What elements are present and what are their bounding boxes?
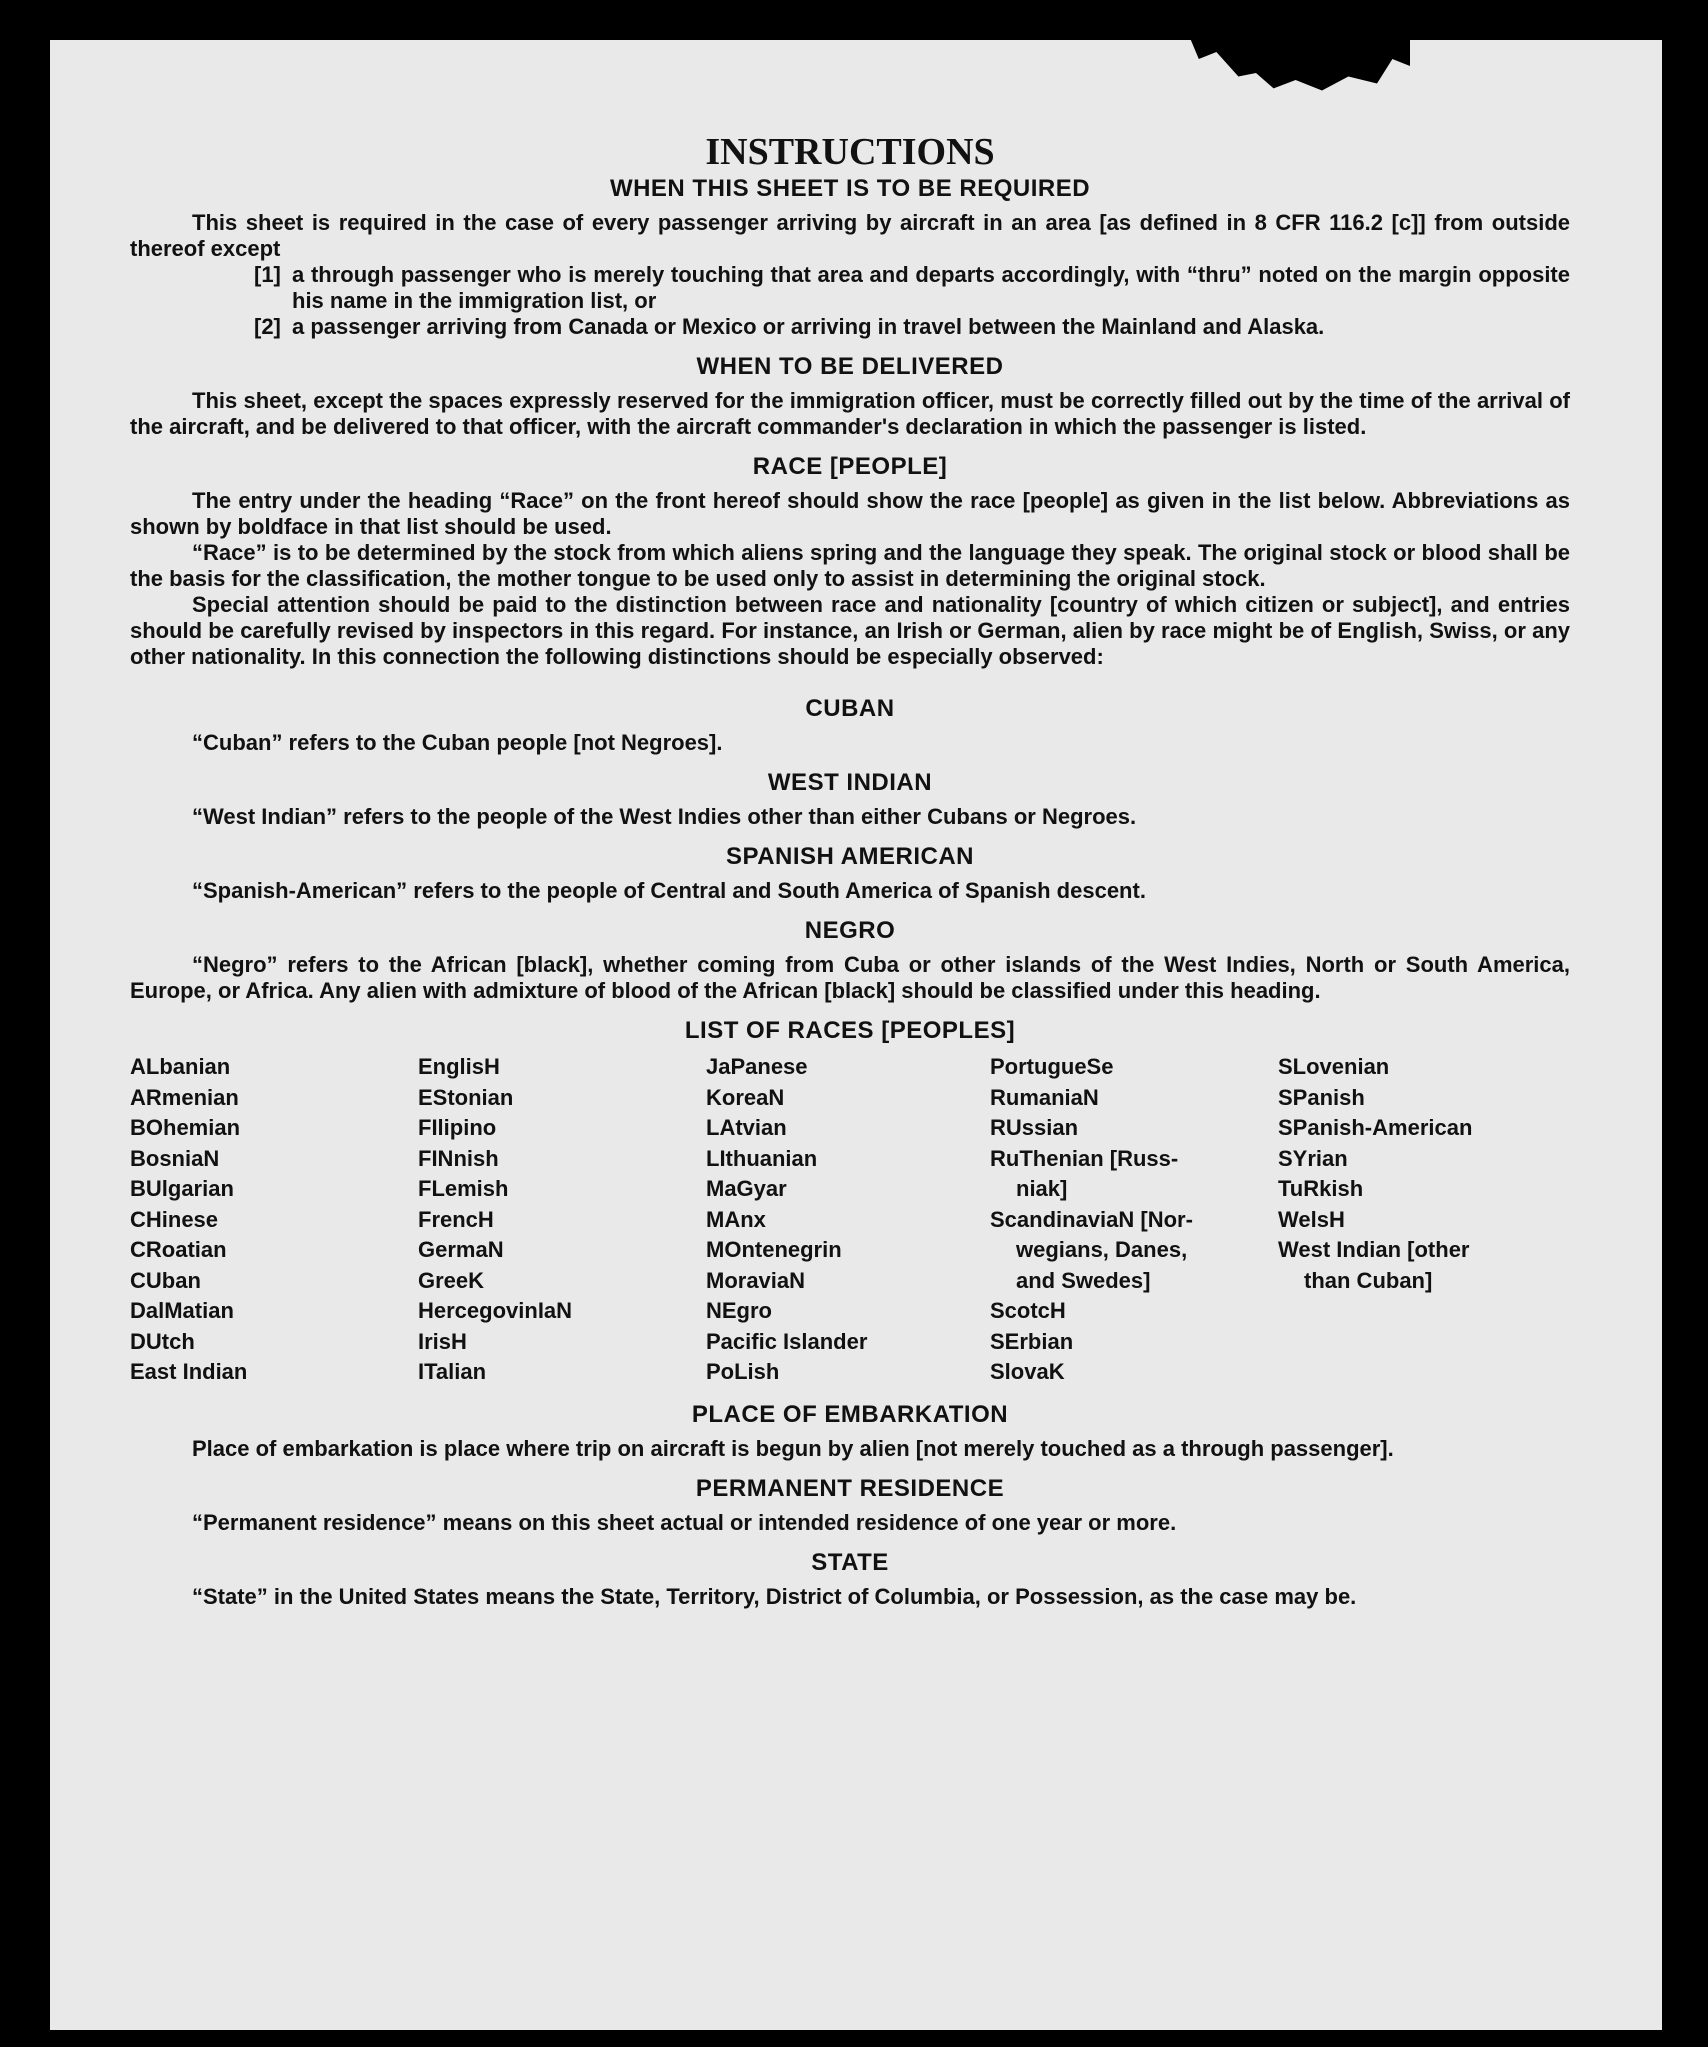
list-item: SLovenian <box>1278 1054 1390 1079</box>
list-item: LAtvian <box>706 1115 787 1140</box>
list-item: ALbanian <box>130 1054 231 1079</box>
list-item: RUssian <box>990 1115 1079 1140</box>
instructions-content <box>130 130 1570 1610</box>
list-item: Pacific Islander <box>706 1328 868 1354</box>
list-item: PortugueSe <box>990 1054 1114 1079</box>
list-item: SPanish-American <box>1278 1115 1473 1140</box>
list-item: FINnish <box>418 1145 499 1171</box>
list-item: SlovaK <box>990 1359 1065 1384</box>
list-item: East Indian <box>130 1359 248 1384</box>
list-item: MAnx <box>706 1206 766 1232</box>
heading-race: RACE [PEOPLE] <box>752 453 948 480</box>
race-paragraph-1: The entry under the heading “Race” on the front hereof should show the race [people] as given in the list below. Abbreviations as shown by boldface in that list should be used. <box>130 488 1570 539</box>
race-paragraph-3: Special attention should be paid to the distinction between race and nationality [country of which citizen or subject], and entries should be carefully revised by inspectors in this regard. For instance, an Irish or German, alien by race might be of English, Swiss, or any other nationality. In this connection the following distinctions should be especially observed: <box>130 592 1570 669</box>
list-item: KoreaN <box>706 1084 785 1110</box>
spanish-american-text: “Spanish-American” refers to the people of Central and South America of Spanish descent. <box>192 878 1146 903</box>
exception-1-text: a through passenger who is merely touching that area and departs accordingly, with “thru” noted on the margin opposite his name in the immigration list, or <box>292 262 1570 313</box>
races-column-1 <box>130 1052 418 1388</box>
list-item: FIlipino <box>418 1115 497 1140</box>
list-item: West Indian [other <box>1278 1237 1470 1262</box>
cuban-text: “Cuban” refers to the Cuban people [not Negroes]. <box>192 730 723 755</box>
list-item: than Cuban] <box>1304 1267 1433 1293</box>
list-item: GreeK <box>418 1267 485 1293</box>
required-text: This sheet is required in the case of every passenger arriving by aircraft in an area [as defined in 8 CFR 116.2 [c]] from outside thereof except <box>130 210 1570 261</box>
negro-text: “Negro” refers to the African [black], whether coming from Cuba or other islands of the West Indies, North or South America, Europe, or Africa. Any alien with admixture of blood of the African [black] should be classified under this heading. <box>130 952 1570 1003</box>
state-text: “State” in the United States means the State, Territory, District of Columbia, or Possession, as the case may be. <box>192 1583 1357 1609</box>
list-item: BUlgarian <box>130 1176 234 1201</box>
west-indian-text: “West Indian” refers to the people of the West Indies other than either Cubans or Negroes. <box>192 804 1137 829</box>
races-column-3 <box>706 1052 990 1388</box>
list-item: JaPanese <box>706 1054 808 1079</box>
list-item: BosniaN <box>130 1145 220 1171</box>
list-item: CUban <box>130 1267 201 1293</box>
list-item: DUtch <box>130 1328 195 1354</box>
list-item: IrisH <box>418 1328 467 1354</box>
race-paragraph-2: “Race” is to be determined by the stock from which aliens spring and the language they speak. The original stock or blood shall be the basis for the classification, the mother tongue to be used only to assist in determining the original stock. <box>130 540 1570 591</box>
list-item: SYrian <box>1278 1145 1348 1171</box>
permanent-residence-text: “Permanent residence” means on this sheet actual or intended residence of one year or more. <box>192 1509 1177 1535</box>
exception-2-text: a passenger arriving from Canada or Mexico or arriving in travel between the Mainland and Alaska. <box>292 314 1325 339</box>
page-title: INSTRUCTIONS <box>705 131 995 173</box>
races-list <box>130 1052 1570 1388</box>
heading-required: WHEN THIS SHEET IS TO BE REQUIRED <box>609 175 1091 202</box>
list-item: FrencH <box>418 1206 494 1232</box>
list-item: SErbian <box>990 1328 1074 1354</box>
list-item: ARmenian <box>130 1084 239 1110</box>
list-item: EStonian <box>418 1084 514 1110</box>
heading-spanish-american: SPANISH AMERICAN <box>725 843 974 870</box>
heading-cuban: CUBAN <box>805 695 895 722</box>
list-item: MoraviaN <box>706 1267 806 1293</box>
heading-permanent-residence: PERMANENT RESIDENCE <box>695 1474 1005 1502</box>
heading-state: STATE <box>811 1548 889 1576</box>
delivered-text: This sheet, except the spaces expressly reserved for the immigration officer, must be correctly filled out by the time of the arrival of the aircraft, and be delivered to that officer, with the aircraft commander's declaration in which the passenger is listed. <box>130 388 1570 439</box>
heading-delivered: WHEN TO BE DELIVERED <box>696 353 1004 380</box>
exception-2 <box>254 314 1570 340</box>
list-item: HercegovinIaN <box>418 1298 573 1323</box>
embarkation-text: Place of embarkation is place where trip on aircraft is begun by alien [not merely touched as a through passenger]. <box>192 1435 1394 1461</box>
races-column-4 <box>990 1052 1278 1388</box>
races-column-2 <box>418 1052 706 1388</box>
list-item: CRoatian <box>130 1237 227 1262</box>
exception-1-number: [1] <box>254 262 281 287</box>
list-item: wegians, Danes, <box>1016 1237 1188 1262</box>
list-item: ScotcH <box>990 1298 1066 1323</box>
heading-embarkation: PLACE OF EMBARKATION <box>691 1400 1009 1428</box>
list-item: CHinese <box>130 1206 219 1232</box>
list-item: GermaN <box>418 1237 504 1262</box>
list-item: and Swedes] <box>1016 1267 1151 1293</box>
heading-list-of-races: LIST OF RACES [PEOPLES] <box>684 1017 1016 1044</box>
list-item: EnglisH <box>418 1054 500 1079</box>
list-item: MaGyar <box>706 1176 787 1201</box>
list-item: ITalian <box>418 1359 487 1384</box>
list-item: ScandinaviaN [Nor- <box>990 1206 1193 1232</box>
heading-west-indian: WEST INDIAN <box>767 769 933 796</box>
list-item: FLemish <box>418 1176 509 1201</box>
list-item: SPanish <box>1278 1084 1365 1110</box>
exception-1 <box>254 262 1570 314</box>
list-item: RuThenian [Russ- <box>990 1145 1179 1171</box>
list-item: WelsH <box>1278 1206 1345 1232</box>
exception-2-number: [2] <box>254 314 281 339</box>
races-column-5 <box>1278 1052 1568 1388</box>
list-item: DalMatian <box>130 1298 234 1323</box>
list-item: NEgro <box>706 1298 772 1323</box>
list-item: BOhemian <box>130 1115 241 1140</box>
list-item: niak] <box>1016 1176 1068 1201</box>
list-item: PoLish <box>706 1359 780 1384</box>
list-item: MOntenegrin <box>706 1237 842 1262</box>
list-item: TuRkish <box>1278 1176 1364 1201</box>
list-item: LIthuanian <box>706 1145 818 1171</box>
list-item: RumaniaN <box>990 1084 1099 1110</box>
heading-negro: NEGRO <box>804 917 896 944</box>
